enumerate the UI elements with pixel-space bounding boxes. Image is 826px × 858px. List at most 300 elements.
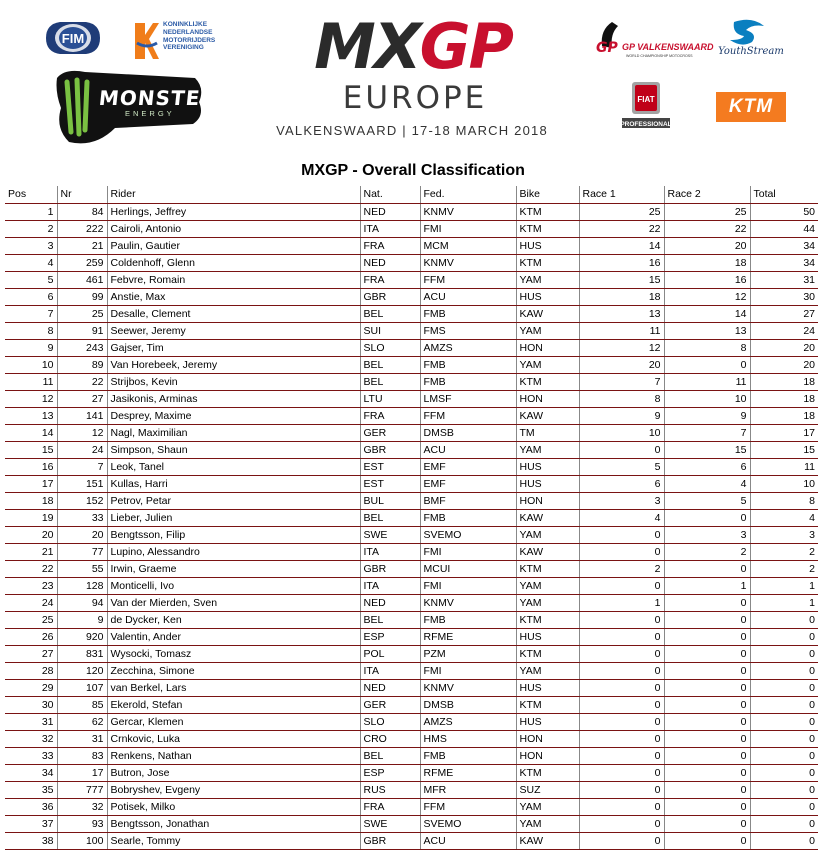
cell-race2: 11 — [664, 373, 750, 390]
cell-nat: ESP — [360, 764, 420, 781]
cell-bike: KAW — [516, 832, 579, 849]
table-row — [5, 373, 818, 390]
cell-pos: 4 — [5, 254, 57, 271]
cell-bike: HON — [516, 730, 579, 747]
cell-total: 24 — [750, 322, 818, 339]
cell-nr: 7 — [57, 458, 107, 475]
cell-fed: AMZS — [420, 713, 516, 730]
cell-race2: 1 — [664, 577, 750, 594]
table-row — [5, 237, 818, 254]
cell-fed: LMSF — [420, 390, 516, 407]
cell-rider: Potisek, Milko — [107, 798, 360, 815]
col-header-bike: Bike — [516, 186, 579, 203]
cell-race1: 0 — [579, 798, 664, 815]
cell-rider: Cairoli, Antonio — [107, 220, 360, 237]
cell-nr: 151 — [57, 475, 107, 492]
ktm-logo-text: KTM — [728, 96, 774, 117]
cell-fed: KNMV — [420, 254, 516, 271]
cell-race1: 5 — [579, 458, 664, 475]
cell-fed: FMB — [420, 373, 516, 390]
table-row — [5, 356, 818, 373]
knmv-logo-text: KONINKLIJKE NEDERLANDSE MOTORRIJDERS VERENIGING — [163, 21, 216, 52]
cell-bike: HUS — [516, 288, 579, 305]
cell-race1: 0 — [579, 713, 664, 730]
cell-fed: SVEMO — [420, 815, 516, 832]
cell-bike: HUS — [516, 628, 579, 645]
cell-race2: 0 — [664, 662, 750, 679]
cell-race1: 0 — [579, 815, 664, 832]
cell-nr: 91 — [57, 322, 107, 339]
cell-nr: 259 — [57, 254, 107, 271]
cell-total: 10 — [750, 475, 818, 492]
cell-race1: 2 — [579, 560, 664, 577]
cell-bike: HUS — [516, 475, 579, 492]
cell-nat: GBR — [360, 441, 420, 458]
cell-nat: BEL — [360, 611, 420, 628]
table-row — [5, 339, 818, 356]
cell-nr: 831 — [57, 645, 107, 662]
cell-bike: KTM — [516, 611, 579, 628]
cell-nr: 93 — [57, 815, 107, 832]
cell-fed: KNMV — [420, 594, 516, 611]
cell-rider: Desprey, Maxime — [107, 407, 360, 424]
table-row — [5, 594, 818, 611]
cell-total: 2 — [750, 543, 818, 560]
cell-pos: 25 — [5, 611, 57, 628]
cell-nat: BEL — [360, 747, 420, 764]
cell-bike: KTM — [516, 696, 579, 713]
cell-fed: EMF — [420, 475, 516, 492]
cell-pos: 12 — [5, 390, 57, 407]
cell-nr: 222 — [57, 220, 107, 237]
cell-nr: 24 — [57, 441, 107, 458]
table-row — [5, 458, 818, 475]
cell-race2: 0 — [664, 594, 750, 611]
cell-nr: 17 — [57, 764, 107, 781]
cell-race2: 0 — [664, 509, 750, 526]
cell-nr: 9 — [57, 611, 107, 628]
cell-total: 18 — [750, 373, 818, 390]
cell-rider: Lieber, Julien — [107, 509, 360, 526]
svg-text:PROFESSIONAL: PROFESSIONAL — [620, 121, 672, 128]
cell-total: 0 — [750, 679, 818, 696]
cell-rider: de Dycker, Ken — [107, 611, 360, 628]
cell-rider: Van Horebeek, Jeremy — [107, 356, 360, 373]
cell-race1: 0 — [579, 696, 664, 713]
cell-pos: 9 — [5, 339, 57, 356]
cell-race1: 0 — [579, 662, 664, 679]
cell-pos: 20 — [5, 526, 57, 543]
cell-pos: 38 — [5, 832, 57, 849]
svg-text:FIAT: FIAT — [637, 95, 655, 104]
cell-rider: Jasikonis, Arminas — [107, 390, 360, 407]
cell-rider: Gercar, Klemen — [107, 713, 360, 730]
cell-rider: Crnkovic, Luka — [107, 730, 360, 747]
cell-race1: 10 — [579, 424, 664, 441]
cell-race2: 0 — [664, 356, 750, 373]
cell-race2: 5 — [664, 492, 750, 509]
cell-pos: 15 — [5, 441, 57, 458]
cell-race1: 6 — [579, 475, 664, 492]
cell-pos: 27 — [5, 645, 57, 662]
cell-nat: BEL — [360, 305, 420, 322]
cell-race1: 0 — [579, 577, 664, 594]
col-header-nat: Nat. — [360, 186, 420, 203]
cell-nr: 461 — [57, 271, 107, 288]
cell-race2: 0 — [664, 696, 750, 713]
cell-race1: 15 — [579, 271, 664, 288]
cell-rider: Searle, Tommy — [107, 832, 360, 849]
cell-nat: EST — [360, 475, 420, 492]
cell-nat: RUS — [360, 781, 420, 798]
cell-fed: FFM — [420, 798, 516, 815]
svg-text:FIM: FIM — [61, 31, 85, 46]
cell-rider: Coldenhoff, Glenn — [107, 254, 360, 271]
knmv-logo — [133, 17, 233, 67]
cell-nat: SWE — [360, 815, 420, 832]
cell-total: 11 — [750, 458, 818, 475]
cell-nr: 141 — [57, 407, 107, 424]
cell-rider: Seewer, Jeremy — [107, 322, 360, 339]
cell-nat: SWE — [360, 526, 420, 543]
cell-bike: KAW — [516, 305, 579, 322]
cell-pos: 16 — [5, 458, 57, 475]
cell-pos: 28 — [5, 662, 57, 679]
cell-race2: 10 — [664, 390, 750, 407]
cell-total: 17 — [750, 424, 818, 441]
cell-race1: 11 — [579, 322, 664, 339]
cell-nat: NED — [360, 254, 420, 271]
col-header-pos: Pos — [5, 186, 57, 203]
cell-fed: ACU — [420, 288, 516, 305]
fim-logo — [42, 16, 104, 60]
cell-race1: 3 — [579, 492, 664, 509]
cell-race1: 0 — [579, 611, 664, 628]
cell-nr: 83 — [57, 747, 107, 764]
cell-race2: 20 — [664, 237, 750, 254]
cell-bike: YAM — [516, 662, 579, 679]
cell-nat: LTU — [360, 390, 420, 407]
cell-rider: Bengtsson, Jonathan — [107, 815, 360, 832]
cell-nr: 21 — [57, 237, 107, 254]
cell-race2: 0 — [664, 628, 750, 645]
cell-race1: 0 — [579, 645, 664, 662]
table-row — [5, 407, 818, 424]
cell-total: 8 — [750, 492, 818, 509]
monster-energy-logo — [55, 68, 219, 148]
cell-race2: 25 — [664, 203, 750, 220]
cell-bike: KAW — [516, 509, 579, 526]
cell-nr: 31 — [57, 730, 107, 747]
cell-race1: 0 — [579, 730, 664, 747]
cell-race2: 0 — [664, 730, 750, 747]
cell-bike: KAW — [516, 543, 579, 560]
cell-rider: Herlings, Jeffrey — [107, 203, 360, 220]
table-row — [5, 543, 818, 560]
cell-fed: DMSB — [420, 424, 516, 441]
cell-nat: ITA — [360, 220, 420, 237]
cell-nr: 22 — [57, 373, 107, 390]
cell-pos: 33 — [5, 747, 57, 764]
table-row — [5, 815, 818, 832]
cell-race2: 0 — [664, 832, 750, 849]
cell-race1: 9 — [579, 407, 664, 424]
cell-fed: AMZS — [420, 339, 516, 356]
cell-pos: 19 — [5, 509, 57, 526]
cell-nat: FRA — [360, 407, 420, 424]
cell-race1: 25 — [579, 203, 664, 220]
cell-fed: FMI — [420, 662, 516, 679]
cell-bike: YAM — [516, 594, 579, 611]
cell-rider: Paulin, Gautier — [107, 237, 360, 254]
cell-race1: 0 — [579, 628, 664, 645]
cell-total: 1 — [750, 594, 818, 611]
cell-fed: MCM — [420, 237, 516, 254]
cell-race1: 4 — [579, 509, 664, 526]
cell-nat: NED — [360, 679, 420, 696]
cell-pos: 30 — [5, 696, 57, 713]
table-row — [5, 424, 818, 441]
table-row — [5, 713, 818, 730]
cell-pos: 6 — [5, 288, 57, 305]
cell-fed: FMI — [420, 577, 516, 594]
cell-pos: 1 — [5, 203, 57, 220]
cell-bike: HON — [516, 390, 579, 407]
cell-bike: YAM — [516, 526, 579, 543]
cell-total: 20 — [750, 356, 818, 373]
fiat-professional-logo — [618, 80, 674, 130]
cell-race2: 0 — [664, 679, 750, 696]
cell-fed: KNMV — [420, 203, 516, 220]
cell-rider: Leok, Tanel — [107, 458, 360, 475]
cell-fed: ACU — [420, 832, 516, 849]
cell-race2: 0 — [664, 645, 750, 662]
cell-race2: 0 — [664, 781, 750, 798]
table-row — [5, 747, 818, 764]
cell-race1: 8 — [579, 390, 664, 407]
cell-race1: 0 — [579, 441, 664, 458]
svg-text:GP: GP — [596, 40, 618, 56]
cell-total: 1 — [750, 577, 818, 594]
table-row — [5, 475, 818, 492]
table-row — [5, 322, 818, 339]
cell-total: 27 — [750, 305, 818, 322]
cell-nr: 33 — [57, 509, 107, 526]
cell-pos: 22 — [5, 560, 57, 577]
cell-pos: 11 — [5, 373, 57, 390]
cell-nr: 152 — [57, 492, 107, 509]
cell-nr: 84 — [57, 203, 107, 220]
cell-total: 0 — [750, 696, 818, 713]
table-row — [5, 628, 818, 645]
table-row — [5, 730, 818, 747]
cell-bike: HUS — [516, 679, 579, 696]
cell-race2: 3 — [664, 526, 750, 543]
cell-rider: Simpson, Shaun — [107, 441, 360, 458]
cell-total: 34 — [750, 237, 818, 254]
cell-nat: GBR — [360, 832, 420, 849]
cell-fed: DMSB — [420, 696, 516, 713]
cell-pos: 5 — [5, 271, 57, 288]
cell-total: 0 — [750, 645, 818, 662]
cell-race2: 0 — [664, 713, 750, 730]
cell-rider: Anstie, Max — [107, 288, 360, 305]
cell-total: 30 — [750, 288, 818, 305]
cell-fed: FFM — [420, 271, 516, 288]
cell-total: 31 — [750, 271, 818, 288]
cell-rider: Valentin, Ander — [107, 628, 360, 645]
cell-nr: 32 — [57, 798, 107, 815]
cell-nat: BEL — [360, 356, 420, 373]
cell-fed: SVEMO — [420, 526, 516, 543]
cell-nr: 128 — [57, 577, 107, 594]
table-row — [5, 271, 818, 288]
table-row — [5, 203, 818, 220]
svg-text:WORLD CHAMPIONSHIP MOTOCROSS: WORLD CHAMPIONSHIP MOTOCROSS — [626, 54, 693, 58]
cell-rider: Bobryshev, Evgeny — [107, 781, 360, 798]
cell-bike: KAW — [516, 407, 579, 424]
cell-bike: YAM — [516, 441, 579, 458]
cell-total: 0 — [750, 764, 818, 781]
cell-nr: 777 — [57, 781, 107, 798]
cell-nat: GER — [360, 424, 420, 441]
table-row — [5, 441, 818, 458]
cell-bike: YAM — [516, 815, 579, 832]
cell-nr: 55 — [57, 560, 107, 577]
cell-nat: BUL — [360, 492, 420, 509]
cell-total: 0 — [750, 781, 818, 798]
cell-race2: 14 — [664, 305, 750, 322]
cell-race1: 0 — [579, 764, 664, 781]
cell-pos: 3 — [5, 237, 57, 254]
classification-table — [5, 186, 818, 850]
cell-nr: 920 — [57, 628, 107, 645]
cell-race2: 16 — [664, 271, 750, 288]
cell-nat: NED — [360, 203, 420, 220]
cell-fed: BMF — [420, 492, 516, 509]
cell-nat: GBR — [360, 560, 420, 577]
cell-race2: 9 — [664, 407, 750, 424]
cell-race2: 2 — [664, 543, 750, 560]
cell-rider: Gajser, Tim — [107, 339, 360, 356]
cell-race2: 18 — [664, 254, 750, 271]
cell-bike: HON — [516, 339, 579, 356]
cell-nat: FRA — [360, 271, 420, 288]
cell-nat: BEL — [360, 509, 420, 526]
cell-rider: Zecchina, Simone — [107, 662, 360, 679]
col-header-fed: Fed. — [420, 186, 516, 203]
cell-race1: 20 — [579, 356, 664, 373]
table-row — [5, 220, 818, 237]
table-row — [5, 832, 818, 849]
cell-fed: EMF — [420, 458, 516, 475]
cell-fed: RFME — [420, 628, 516, 645]
cell-rider: Febvre, Romain — [107, 271, 360, 288]
cell-pos: 24 — [5, 594, 57, 611]
cell-rider: Nagl, Maximilian — [107, 424, 360, 441]
cell-race1: 12 — [579, 339, 664, 356]
cell-rider: Ekerold, Stefan — [107, 696, 360, 713]
table-row — [5, 696, 818, 713]
cell-total: 34 — [750, 254, 818, 271]
cell-bike: HUS — [516, 237, 579, 254]
cell-pos: 14 — [5, 424, 57, 441]
cell-nat: GER — [360, 696, 420, 713]
cell-race1: 7 — [579, 373, 664, 390]
cell-nat: CRO — [360, 730, 420, 747]
cell-bike: KTM — [516, 560, 579, 577]
cell-bike: KTM — [516, 645, 579, 662]
cell-rider: Butron, Jose — [107, 764, 360, 781]
cell-fed: KNMV — [420, 679, 516, 696]
cell-bike: HON — [516, 747, 579, 764]
svg-text:GP VALKENSWAARD: GP VALKENSWAARD — [622, 42, 714, 52]
col-header-total: Total — [750, 186, 818, 203]
cell-pos: 18 — [5, 492, 57, 509]
table-row — [5, 526, 818, 543]
col-header-rider: Rider — [107, 186, 360, 203]
table-row — [5, 560, 818, 577]
cell-race1: 0 — [579, 543, 664, 560]
cell-total: 15 — [750, 441, 818, 458]
cell-rider: Renkens, Nathan — [107, 747, 360, 764]
page-title: MXGP - Overall Classification — [301, 162, 525, 179]
cell-nat: SLO — [360, 339, 420, 356]
table-row — [5, 798, 818, 815]
cell-bike: KTM — [516, 373, 579, 390]
cell-rider: van Berkel, Lars — [107, 679, 360, 696]
cell-total: 0 — [750, 747, 818, 764]
cell-total: 44 — [750, 220, 818, 237]
table-row — [5, 390, 818, 407]
cell-rider: Wysocki, Tomasz — [107, 645, 360, 662]
cell-race2: 13 — [664, 322, 750, 339]
cell-fed: FMB — [420, 305, 516, 322]
cell-rider: Monticelli, Ivo — [107, 577, 360, 594]
cell-nr: 25 — [57, 305, 107, 322]
cell-fed: PZM — [420, 645, 516, 662]
table-row — [5, 781, 818, 798]
cell-rider: Desalle, Clement — [107, 305, 360, 322]
table-row — [5, 305, 818, 322]
cell-race2: 0 — [664, 560, 750, 577]
cell-race2: 4 — [664, 475, 750, 492]
cell-pos: 8 — [5, 322, 57, 339]
cell-nr: 27 — [57, 390, 107, 407]
cell-pos: 34 — [5, 764, 57, 781]
cell-race2: 6 — [664, 458, 750, 475]
cell-pos: 13 — [5, 407, 57, 424]
cell-race1: 16 — [579, 254, 664, 271]
cell-fed: RFME — [420, 764, 516, 781]
cell-pos: 7 — [5, 305, 57, 322]
cell-fed: ACU — [420, 441, 516, 458]
cell-race1: 0 — [579, 526, 664, 543]
col-header-race2: Race 2 — [664, 186, 750, 203]
cell-nr: 62 — [57, 713, 107, 730]
cell-race1: 22 — [579, 220, 664, 237]
cell-total: 2 — [750, 560, 818, 577]
cell-nat: FRA — [360, 237, 420, 254]
cell-nr: 89 — [57, 356, 107, 373]
cell-bike: SUZ — [516, 781, 579, 798]
cell-bike: HUS — [516, 713, 579, 730]
cell-race1: 0 — [579, 747, 664, 764]
ktm-logo — [716, 92, 786, 122]
cell-race1: 0 — [579, 781, 664, 798]
cell-pos: 32 — [5, 730, 57, 747]
table-row — [5, 679, 818, 696]
